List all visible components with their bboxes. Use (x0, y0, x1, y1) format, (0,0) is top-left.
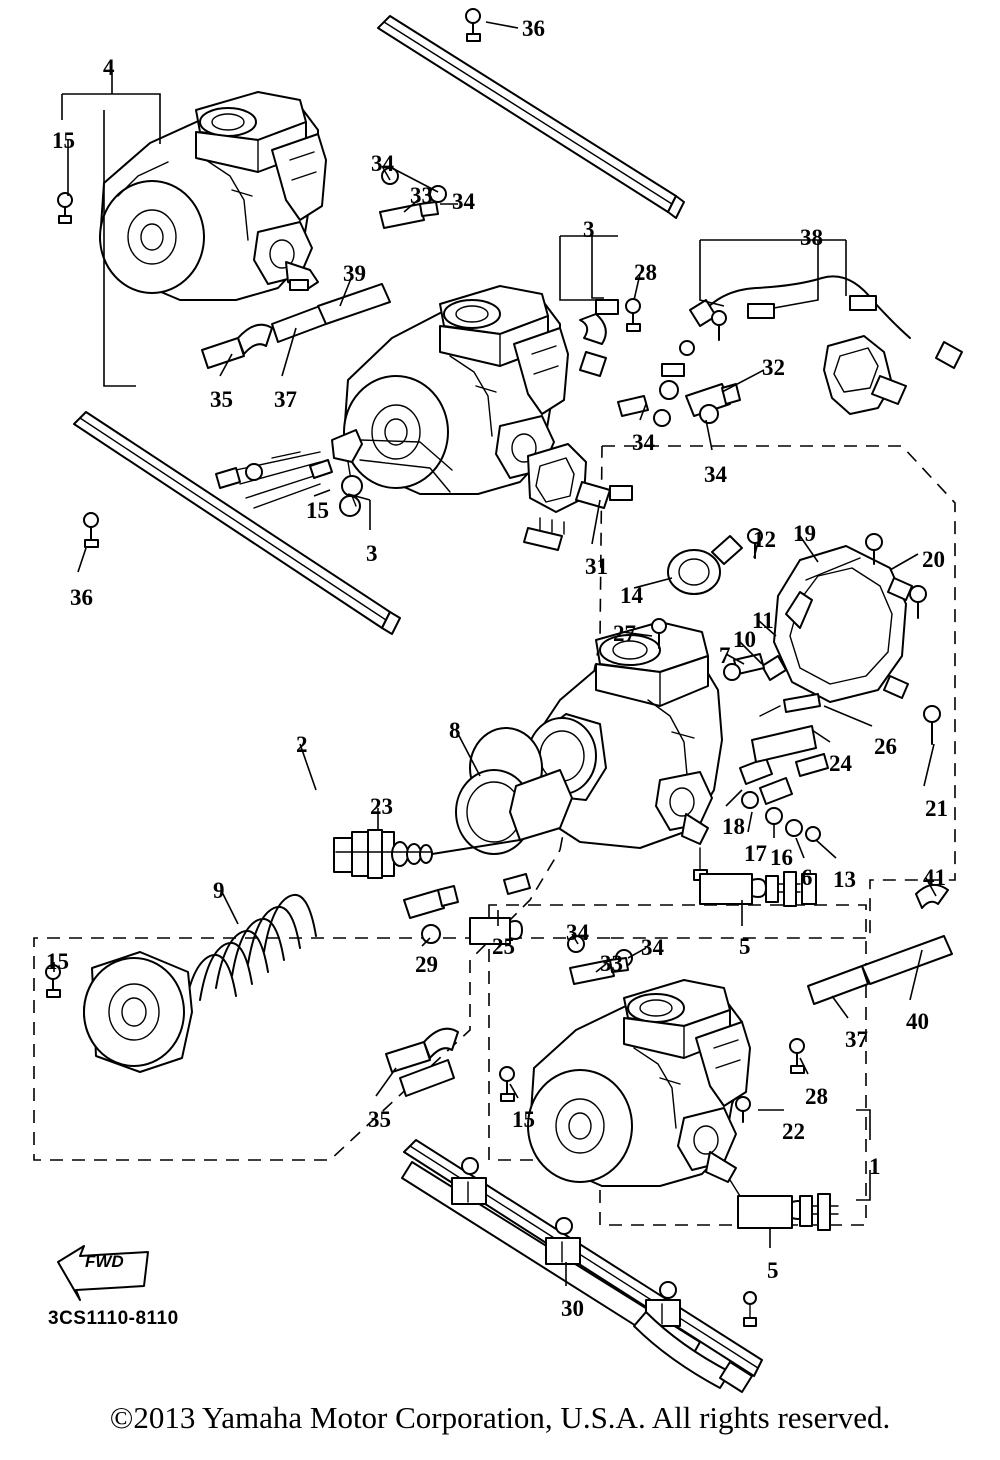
callout-8: 8 (449, 718, 461, 743)
callout-7: 7 (719, 643, 731, 668)
callout-30: 30 (561, 1296, 584, 1321)
callout-36-upper: 36 (522, 16, 545, 41)
callout-15-d: 15 (512, 1107, 535, 1132)
callout-34-b: 34 (452, 189, 475, 214)
float-chamber-cover (762, 546, 912, 702)
callout-26: 26 (874, 734, 897, 759)
callout-19: 19 (793, 521, 816, 546)
callout-34-c: 34 (632, 430, 655, 455)
callout-3-a: 3 (583, 217, 595, 242)
callout-24: 24 (829, 751, 852, 776)
screw-set-5-bottom (730, 1180, 838, 1230)
callout-33-b: 33 (600, 951, 623, 976)
spring-9 (84, 895, 316, 1072)
hose-35-bottom (386, 1029, 458, 1096)
callout-18: 18 (722, 814, 745, 839)
diaphragm-cap-14 (668, 536, 742, 594)
callout-41: 41 (923, 865, 946, 890)
callout-35-a: 35 (210, 387, 233, 412)
callout-16: 16 (770, 845, 793, 870)
callout-35-b: 35 (368, 1107, 391, 1132)
callout-5-middle: 5 (739, 934, 751, 959)
callout-6: 6 (801, 865, 813, 890)
callout-12: 12 (753, 527, 776, 552)
callout-17: 17 (744, 841, 767, 866)
callout-25: 25 (492, 934, 515, 959)
callout-32: 32 (762, 355, 785, 380)
callout-11: 11 (752, 608, 774, 633)
callout-4: 4 (103, 55, 115, 80)
callout-1: 1 (869, 1154, 881, 1179)
callout-39: 39 (343, 261, 366, 286)
hose-37-40-right (808, 885, 952, 1004)
callout-13: 13 (833, 867, 856, 892)
callout-23: 23 (370, 794, 393, 819)
callout-28-a: 28 (634, 260, 657, 285)
callout-31: 31 (585, 554, 608, 579)
callout-29: 29 (415, 952, 438, 977)
bracket-31 (524, 444, 632, 550)
carburetor-body-bottom (528, 980, 750, 1186)
callout-38: 38 (800, 225, 823, 250)
callout-21: 21 (925, 796, 948, 821)
callout-9: 9 (213, 878, 225, 903)
callout-15-c: 15 (46, 949, 69, 974)
callout-20: 20 (922, 547, 945, 572)
callout-15-b: 15 (306, 498, 329, 523)
part-code-label: 3CS1110-8110 (48, 1308, 179, 1329)
carburetor-body-middle-main (456, 622, 722, 880)
screw-set-5-middle (700, 872, 816, 906)
callout-37-a: 37 (274, 387, 297, 412)
callout-34-e: 34 (566, 920, 589, 945)
callout-10: 10 (733, 627, 756, 652)
callout-36-lower: 36 (70, 585, 93, 610)
copyright-notice: ©2013 Yamaha Motor Corporation, U.S.A. All rights reserved. (109, 1400, 891, 1435)
callout-37-b: 37 (845, 1027, 868, 1052)
callout-33-a: 33 (410, 183, 433, 208)
carburetor-body-top-left (100, 92, 326, 300)
callout-34-d: 34 (704, 462, 727, 487)
callout-34-f: 34 (641, 935, 664, 960)
callout-40: 40 (906, 1009, 929, 1034)
fwd-direction-marker (55, 1243, 151, 1285)
callout-5-bottom: 5 (767, 1258, 779, 1283)
callout-14: 14 (620, 583, 643, 608)
callout-27: 27 (613, 621, 636, 646)
callout-22: 22 (782, 1119, 805, 1144)
callout-15-a: 15 (52, 128, 75, 153)
callout-34-a: 34 (371, 151, 394, 176)
jets-cluster-right (740, 694, 828, 841)
callout-3-b: 3 (366, 541, 378, 566)
callout-28-b: 28 (805, 1084, 828, 1109)
fwd-label-text: FWD (85, 1252, 124, 1271)
callout-2: 2 (296, 732, 308, 757)
